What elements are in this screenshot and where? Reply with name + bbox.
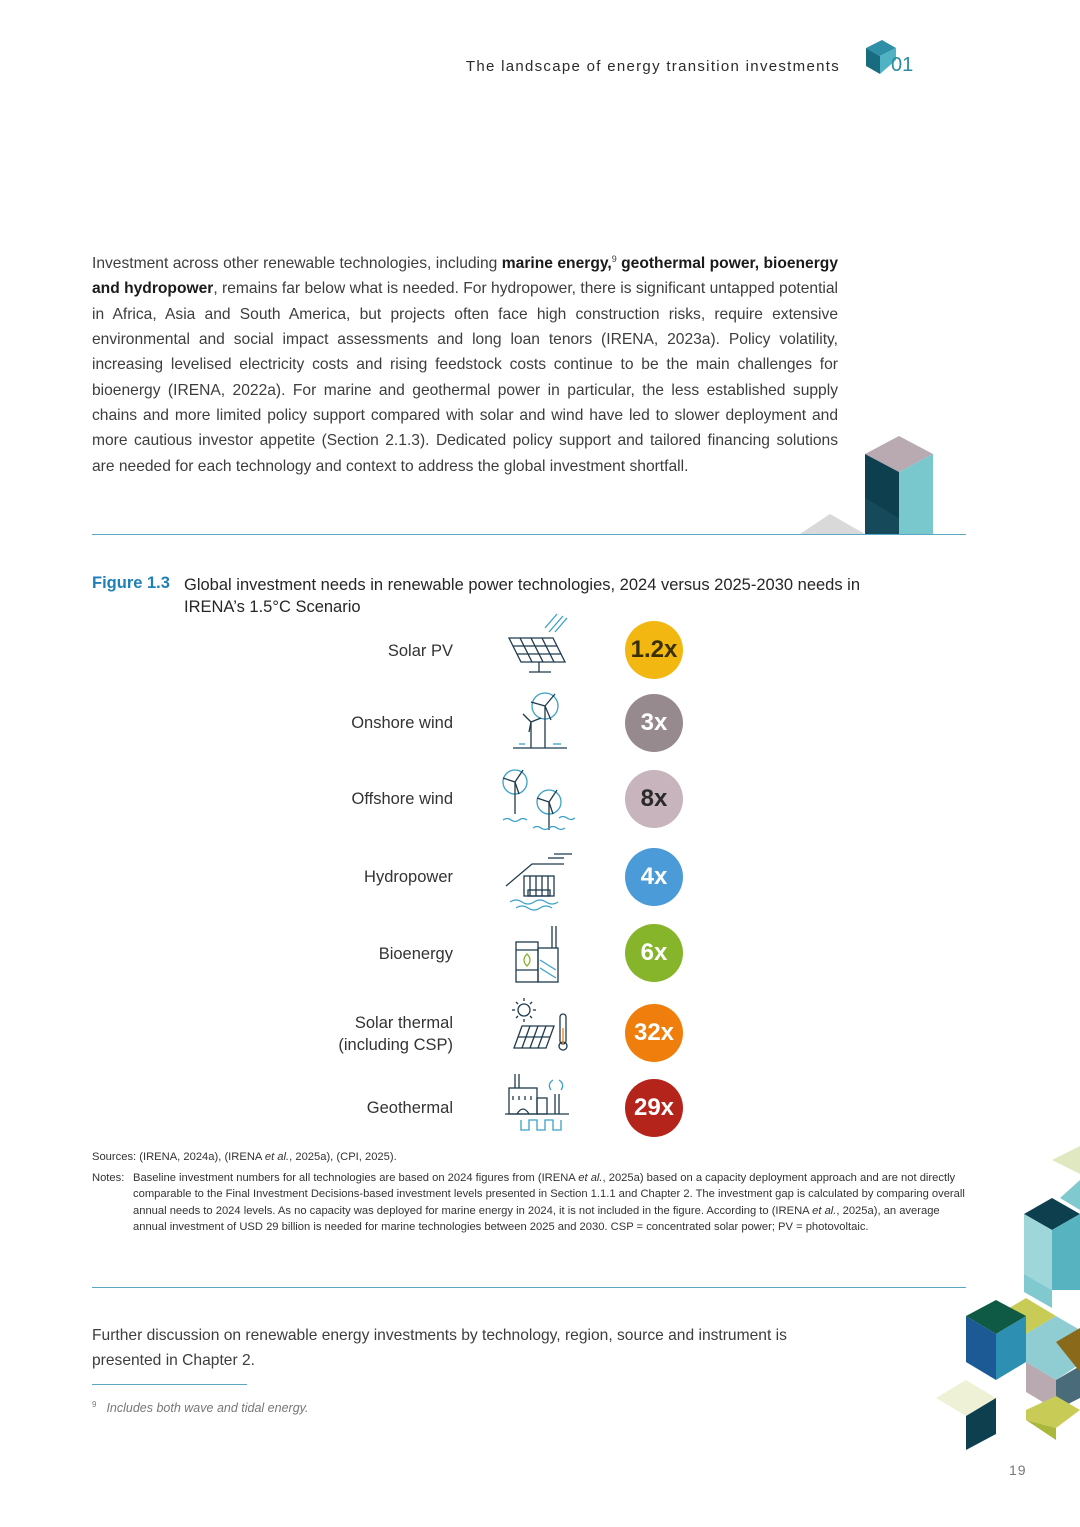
- row-label-solar-thermal: Solar thermal (including CSP): [338, 1014, 453, 1054]
- closing-paragraph: Further discussion on renewable energy investments by technology, region, source and instrument is presented in Chapter 2.: [92, 1327, 787, 1370]
- row-label-bioenergy: Bioenergy: [378, 945, 453, 963]
- divider-top: [92, 534, 966, 535]
- notes-text: Baseline investment numbers for all technologies are based on 2024 figures from (IRENA et al., 2025a) based on a capacity deployment approach and are not directly comparable to the Final Investment Decisions-based investment levels presented in Section 1.1.1 and Chapter 2. The investment gap is calculated by comparing overall annual needs to 2024 levels. As no capacity was deployed for marine energy in 2024, it is not included in the figure. According to (IRENA et al., 2025a), an average annual investment of USD 29 billion is needed for marine technologies between 2025 and 2030. CSP = concentrated solar power; PV = photovoltaic.: [133, 1172, 965, 1233]
- multiplier-badge-onshore-wind: 3x: [625, 694, 683, 752]
- intro-paragraph: Investment across other renewable technologies, including marine energy,$^9$ geothermal power, bioenergy and hydropower, remains far below what is needed. For hydropower, there is significant untapped potential in Africa, Asia and South America, but projects often face high construction risks, require extensive environmental and social impact assessments and long loan tenors (IRENA, 2023a). Policy volatility, increasing levelised electricity costs and rising feedstock costs continue to be the main challenges for bioenergy (IRENA, 2022a). For marine and geothermal power in particular, the less established supply chains and more limited policy support compared with solar and wind have led to slower deployment and more cautious investor appetite (Section 2.1.3). Dedicated policy support and tailored financing solutions are needed for each technology and context to address the global investment shortfall.: [92, 254, 839, 475]
- multiplier-badge-hydropower: 4x: [625, 848, 683, 906]
- geothermal-icon: [503, 1070, 579, 1136]
- divider-bottom: [92, 1287, 966, 1288]
- row-label-solar-pv: Solar PV: [387, 642, 453, 660]
- solar-pv-icon: [501, 612, 577, 678]
- offshore-wind-icon: [499, 766, 575, 832]
- multiplier-badge-solar-pv: 1.2x: [625, 621, 683, 679]
- page-number: 19: [1009, 1462, 1027, 1478]
- running-header: The landscape of energy transition investments: [465, 58, 840, 75]
- bioenergy-icon: [500, 922, 576, 988]
- multiplier-badge-offshore-wind: 8x: [625, 770, 683, 828]
- row-label-offshore-wind: Offshore wind: [351, 790, 453, 808]
- row-label-onshore-wind: Onshore wind: [351, 714, 453, 732]
- row-label-geothermal: Geothermal: [366, 1099, 453, 1117]
- sources-line: Sources: (IRENA, 2024a), (IRENA et al., 2025a), (CPI, 2025).: [92, 1151, 397, 1163]
- footnote: $^9$ Includes both wave and tidal energy.: [92, 1400, 309, 1416]
- decorative-cubes-icon: [795, 436, 940, 536]
- chapter-number: 01: [891, 54, 914, 76]
- footnote-divider: [92, 1384, 247, 1385]
- figure-label: Figure 1.3: [92, 574, 170, 592]
- multiplier-badge-bioenergy: 6x: [625, 924, 683, 982]
- notes-label: Notes:: [92, 1172, 125, 1184]
- figure-title: Global investment needs in renewable power technologies, 2024 versus 2025-2030 needs in IRENA’s 1.5°C Scenario: [184, 576, 861, 616]
- solar-thermal-icon: [502, 994, 578, 1060]
- footnote-ref[interactable]: 9: [611, 254, 617, 264]
- hydropower-icon: [502, 848, 578, 914]
- multiplier-badge-geothermal: 29x: [625, 1079, 683, 1137]
- multiplier-badge-solar-thermal: 32x: [625, 1004, 683, 1062]
- onshore-wind-icon: [501, 688, 577, 754]
- row-label-hydropower: Hydropower: [364, 868, 453, 886]
- decorative-cube-pattern-icon: [930, 1140, 1080, 1460]
